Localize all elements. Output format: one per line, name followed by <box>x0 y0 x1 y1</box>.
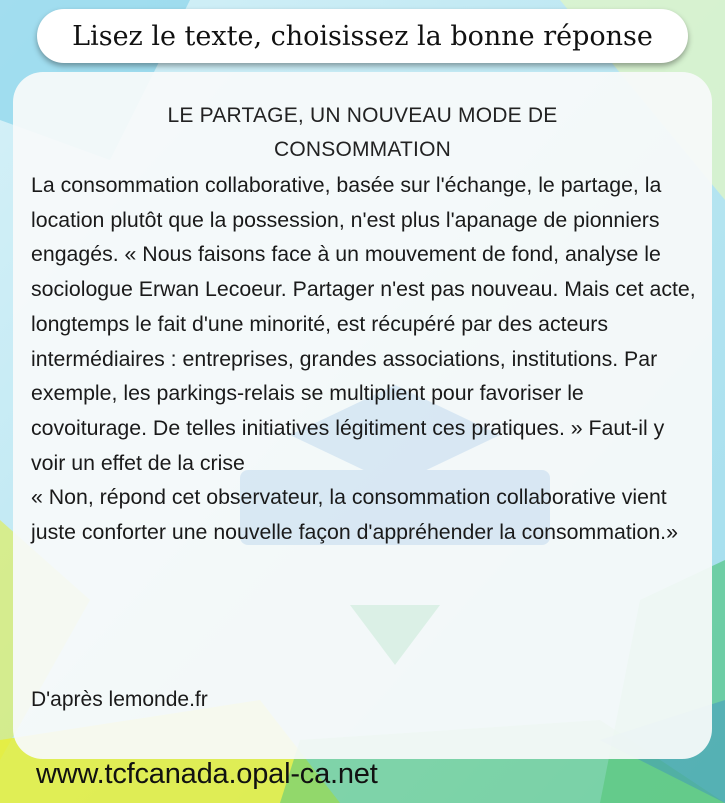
footer-website-link[interactable]: www.tcfcanada.opal-ca.net <box>36 758 378 790</box>
instruction-banner <box>37 9 688 63</box>
instruction-text: Lisez le texte, choisissez la bonne réponse <box>72 20 653 52</box>
article-title: LE PARTAGE, UN NOUVEAU MODE DE CONSOMMATION <box>167 104 558 161</box>
article-source: D'après lemonde.fr <box>31 688 208 711</box>
article-body: La consommation collaborative, basée sur l'échange, le partage, la location plutôt que la possession, n'est plus l'apanage de pionniers engagés. « Nous faisons face à un mouvement de fond, analyse le sociologue Erwan Lecoeur. Partager n'est pas nouveau. Mais cet acte, longtemps le fait d'une minorité, est récupéré par des acteurs intermédiaires : entreprises, grandes associations, institutions. Par exemple, les parkings-relais se multiplient pour favoriser le covoiturage. De telles initiatives légitiment ces pratiques. » Faut-il y voir un effet de la crise « Non, répond cet observateur, la consommation collaborative vient juste conforter une nouvelle façon d'appréhender la consommation.» <box>31 173 696 545</box>
